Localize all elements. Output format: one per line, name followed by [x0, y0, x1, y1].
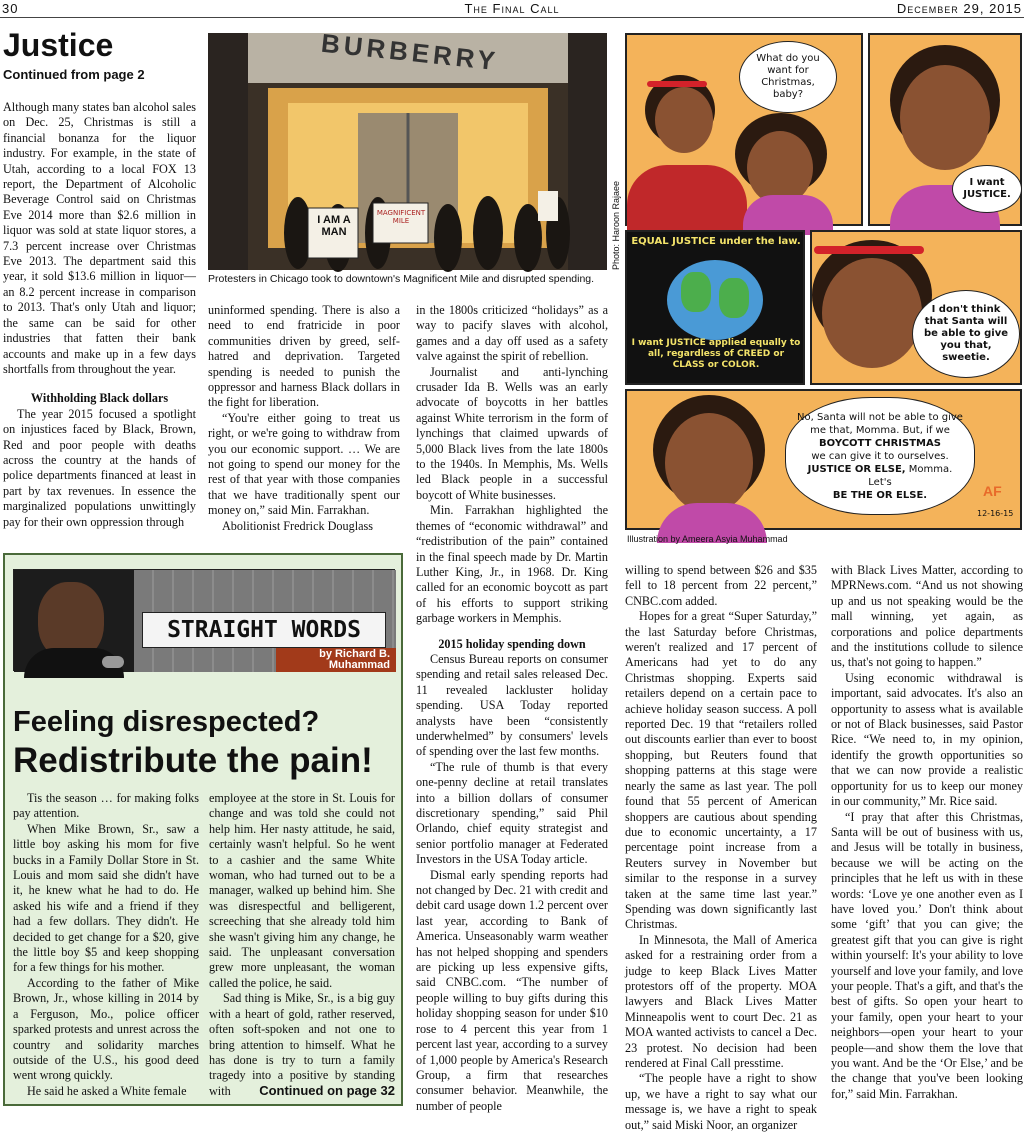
protest-photo — [208, 27, 607, 270]
paragraph: willing to spend between $26 and $35 fell to 18 percent from 22 percent,” CNBC.com added. — [625, 563, 817, 608]
speech-bubble — [785, 397, 975, 515]
sidebar-headline: Redistribute the pain! — [13, 741, 373, 780]
paragraph: Sad thing is Mike, Sr., is a big guy with a heart of gold, rather reserved, often soft-spoken and not one to bring attention to himself. What he has done is try to turn a family tragedy into a positive by standing with — [209, 991, 395, 1098]
paragraph: Min. Farrakhan highlighted the themes of “economic withdrawal” and “redistribution of the pain” contained in the final speech made by Dr. Martin Luther King, Jr., in 1968. Dr. King called for an economic boycott as part of his efforts to support striking garbage workers in Memphis. — [416, 503, 608, 626]
banner-title: STRAIGHT WORDS — [142, 612, 386, 648]
columnist-photo — [14, 570, 134, 672]
comic-panel-3 — [625, 230, 805, 385]
poster-text: I want JUSTICE applied equally to all, regardless of CREED or CLASS or COLOR. — [631, 338, 801, 370]
column-banner — [13, 569, 395, 671]
child-face — [900, 65, 990, 170]
paragraph: Although many states ban alcohol sales on Dec. 25, Christmas is still a financial bonanza for the liquor industry. For example, in the state of Utah, according to a local FOX 13 report, the Department of Alcoholic Beverage Control said on Christmas Eve 2014 more than $2.6 million in liquor was sold at state liquor stores, a 7.3 percent increase over Christmas Eve 2013. The department said this year, it sold $13.6 million in liquor—an 8.2 percent increase in comparison to 2013. That's only Utah and liquor; the same can be said for other industries that fatten their bank accounts and make up in a few days shortfalls from throughout the year. — [3, 100, 196, 376]
publication-name: The Final Call — [464, 1, 560, 16]
mother-face — [655, 87, 713, 153]
page-number: 30 — [2, 1, 19, 16]
comic-panel-1 — [625, 33, 863, 226]
paragraph: with Black Lives Matter, according to MPRNews.com. “And us not showing up and us not speaking would be the mall winning, yet again, as corporations and police departments and the institutions collude to silence us, that's not going to happen.” — [831, 563, 1023, 670]
paragraph: “I pray that after this Christmas, Santa will be out of business with us, and Jesus will be totally in business, because we will be acting on the principles that he left us with in these words: ‘Love ye one another even as I have loved you.’ Don't think about some ‘gift’ that you can give; the greatest gift that you can give is right within yourself: It's your ability to love yourself and love your family, and love your people. That's a gift, and that's the best of gifts. So open your heart to your family, open your heart to your neighbors—open your heart to your people—and show them the love that you want. And be the ‘Or Else,’ and be the change that you've been looking for,” said Min. Farrakhan. — [831, 809, 1023, 1101]
microphone-icon — [102, 656, 124, 668]
protest-photo-art — [208, 33, 607, 270]
illustration-credit: Illustration by Ameera Asyia Muhammad — [627, 534, 788, 544]
protest-sign: MAGNIFICENT MILE — [376, 209, 426, 225]
issue-date: December 29, 2015 — [896, 1, 1022, 16]
article-column-4 — [625, 563, 817, 1132]
page-header — [0, 0, 1024, 18]
sidebar-column-a — [13, 791, 199, 1103]
byline-line: Muhammad — [328, 659, 390, 671]
paragraph: Hopes for a great “Super Saturday,” the last Saturday before Christmas, weren't realized and 17 percent of Americans had yet to do any Christmas shopping. Experts said retailers depend on a certain pace to achieve holiday season success. A poll reported Dec. 19 that “retailers rolled out discounts earlier than ever to boost shopping, but Reuters found that shopping patterns at this stage were nearly the same as last year. The poll found that 55 percent of American shoppers are cautious about spending due to economic uncertainty, a 17 percentage point increase from a Reuters survey in November but similar to the response in a survey taken at the same time last year.” Spending was down significantly last Christmas. — [625, 609, 817, 932]
bubble-text: Momma. Let's — [868, 463, 953, 488]
paragraph: “The rule of thumb is that every one-penny decline at retail translates into a billion dollars of consumer discretionary spending,” said Phil Orlando, chief equity strategist and senior portfolio manager at Federated Investors in the USA Today article. — [416, 759, 608, 867]
comic-panel-5 — [625, 389, 1022, 530]
paragraph: When Mike Brown, Sr., saw a little boy asking his mom for five bucks in a Family Dollar Store in St. Louis and mom said she didn't have it, he knew what he had to do. He asked his wife and a friend if they had a few dollars. They didn't. He decided to get change for a $20, give the little boy $5 and keep shopping for a few things for his mother. — [13, 821, 199, 975]
article-column-2 — [208, 303, 400, 540]
poster-heading: EQUAL JUSTICE under the law. — [631, 236, 801, 247]
paragraph: The year 2015 focused a spotlight on injustices faced by Black, Brown, Red and poor people with deaths across the country at the hands of police departments financed at least in part by tax revenues. In essence the marginalized populations unwittingly pay for their own oppression through — [3, 406, 196, 529]
photo-caption: Protesters in Chicago took to downtown's Magnificent Mile and disrupted spending. — [208, 273, 595, 285]
paragraph: employee at the store in St. Louis for change and was told she could not help him. Her nasty attitude, he said, certainly wasn't helpful. So he went to a cashier and the same White woman, who had turned out to be a manager, walked up behind him. She was disrespectful and belligerent, screeching that she already told him she wasn't giving him any change, he said. The unpleasant conversation grew more unpleasant, the woman called the police, he said. — [209, 791, 395, 990]
article-column-1 — [3, 100, 196, 540]
paragraph: in the 1800s criticized “holidays” as a way to pacify slaves with alcohol, games and a day off used as a safety valve against the spirit of rebellion. — [416, 303, 608, 364]
bubble-emphasis: JUSTICE OR ELSE, — [807, 463, 906, 475]
article-column-3 — [416, 303, 608, 1113]
byline-line: by Richard B. — [319, 648, 390, 660]
continued-from: Continued from page 2 — [3, 67, 145, 82]
speech-bubble: I don't think that Santa will be able to give you that, sweetie. — [912, 290, 1020, 378]
comic-strip — [625, 33, 1022, 530]
paragraph: uninformed spending. There is also a need to end fratricide in poor communities driven by greed, self-hatred and deprivation. Targeted spending is needed to punish the oppressor and harness Black dollars in the fight for liberation. — [208, 303, 400, 410]
child-face — [665, 413, 753, 513]
speech-bubble: What do you want for Christmas, baby? — [739, 41, 837, 113]
paragraph: Census Bureau reports on consumer spending and retail sales released Dec. 11 revealed lackluster holiday spending. USA Today reported analysts have been “consistently underwhelmed” by consumers' levels of spending over the last few months. — [416, 651, 608, 759]
article-column-5 — [831, 563, 1023, 1105]
comic-panel-4 — [810, 230, 1022, 385]
speech-bubble: I want JUSTICE. — [952, 165, 1022, 213]
paragraph: “The people have a right to show up, we have a right to say what our message is, we have a right to speak out,” said Miski Noor, an organizer — [625, 1071, 817, 1132]
bubble-text: No, Santa will not be able to give me that, Momma. But, if we — [797, 411, 963, 436]
subheading: 2015 holiday spending down — [438, 636, 586, 651]
artist-signature: AF — [983, 483, 1002, 499]
comic-panel-2 — [868, 33, 1022, 226]
subheading: Withholding Black dollars — [30, 391, 169, 406]
protest-sign: I AM A MAN — [317, 214, 351, 238]
continued-on-link[interactable]: Continued on page 32 — [259, 1083, 395, 1098]
bubble-emphasis: BE THE OR ELSE. — [832, 489, 928, 501]
artist-date: 12-16-15 — [977, 509, 1014, 518]
store-sign: BURBERRY — [319, 27, 501, 77]
paragraph: He said he asked a White female — [27, 1083, 187, 1098]
photo-credit: Photo: Haroon Rajaee — [611, 180, 621, 270]
article-title: Justice — [3, 27, 114, 63]
paragraph: Journalist and anti-lynching crusader Ida B. Wells was an early advocate of boycotts in her battles against White terrorism in the form of lynchings that claimed upwards of 5,000 Black lives from the late 1800s to the 1940s. In Memphis, Ms. Wells led Black people in a successful boycott of White businesses. — [416, 364, 608, 502]
paragraph: Using economic withdrawal is important, said advocates. It's also an opportunity to assess what is available or not of Black businesses, said Pastor Rice. “We need to, in my opinion, identify the growth opportunities so that we can now provide a realistic opportunity for us to keep our money in our community,” Mr. Rice said. — [831, 670, 1023, 809]
paragraph: According to the father of Mike Brown, Jr., whose killing in 2014 by a Ferguson, Mo., police officer sparked protests and unrest across the country and solidarity marches outside of the U.S., his good deed went wrong quickly. — [13, 975, 199, 1083]
bubble-text: we can give it to ourselves. — [811, 450, 949, 462]
bubble-emphasis: BOYCOTT CHRISTMAS — [819, 437, 941, 449]
sidebar-headline: Feeling disrespected? — [13, 706, 320, 738]
straight-words-column — [3, 553, 403, 1106]
paragraph: Dismal early spending reports had not changed by Dec. 21 with credit and debit card usage down 1.2 percent over last year, according to Bank of America. Unseasonably warm weather has not helped shopping and spenders are picking up less expensive gifts, said CNBC.com. “The number of people willing to buy gifts during this holiday shopping season for under $10 rose to 4 percent this year from 1 percent last year, according to a survey of 1,000 people by America's Research Group, a firm that researches consumer behavior. Meanwhile, the number of people — [416, 867, 608, 1113]
byline — [276, 648, 396, 672]
mother-face — [822, 258, 922, 368]
paragraph: Tis the season … for making folks pay attention. — [13, 791, 199, 821]
paragraph: “You're either going to treat us right, or we're going to withdraw from you our economic support. … We are not going to spend our money for the rest of that year with those companies that we have traditionally spent our money on,” said Min. Farrakhan. — [208, 410, 400, 518]
paragraph: Abolitionist Fredrick Douglass — [222, 518, 373, 533]
paragraph: In Minnesota, the Mall of America asked for a restraining order from a judge to keep Black Lives Matter protestors off of the property. MOA lawyers and Black Lives Matter Minneapolis went to court Dec. 21 as MOA wanted activists to cancel a Dec. 23 protest. No decision had been rendered at Final Call presstime. — [625, 932, 817, 1070]
child-face — [747, 131, 813, 205]
